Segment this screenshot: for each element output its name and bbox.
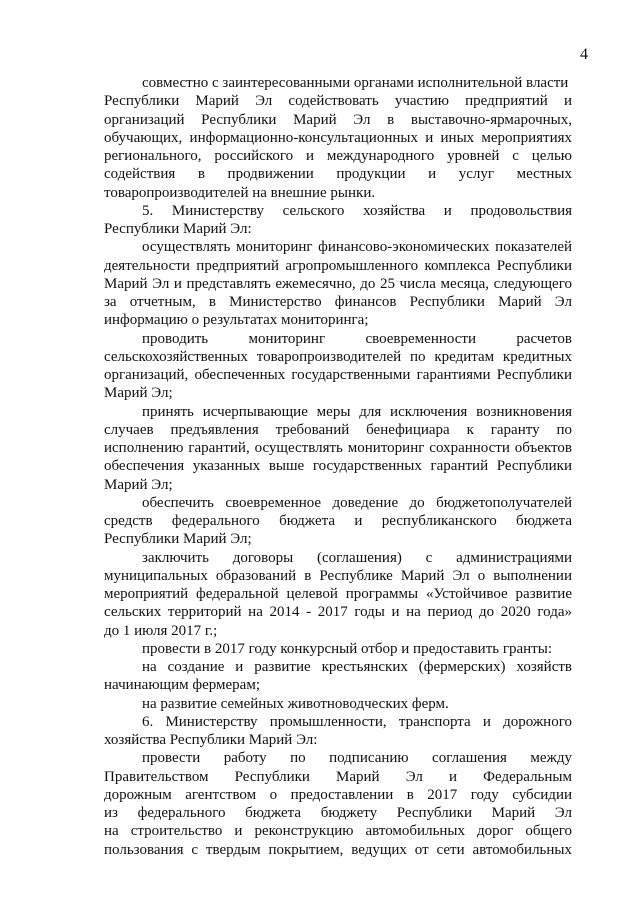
text-line: товаропроизводителей на внешние рынки. [104,184,376,201]
text-line: Республики Марий Эл: [104,221,252,237]
text-line: содействия в продвижении продукции и услуг местных [104,166,572,183]
text-line: Марий Эл и представлять ежемесячно, до 25 числа месяца, следующего [104,275,572,292]
text-line: Республики Марий Эл содействовать участию предприятий и [104,93,572,110]
text-line: на развитие семейных животноводческих ферм. [142,695,449,712]
text-line: проводить мониторинг своевременности расчетов [142,330,572,347]
text-line: 6. Министерству промышленности, транспорта и дорожного [142,713,572,730]
text-line: Марий Эл; [104,476,173,493]
text-line: из федерального бюджета бюджету Республики Марий Эл [104,805,572,821]
text-line: до 1 июля 2017 г.; [104,622,218,639]
text-line: совместно с заинтересованными органами исполнительной власти [142,75,569,91]
text-line: дорожным агентством о предоставлении в 2017 году субсидии [104,786,572,803]
text-line: за отчетным, в Министерство финансов Республики Марий Эл [104,294,572,310]
text-line: начинающим фермерам; [104,677,260,694]
text-line: пользования с твердым покрытием, ведущих от сети автомобильных [104,841,572,858]
page-number: 4 [580,46,588,63]
text-line: средств федерального бюджета и республиканского бюджета [104,513,572,529]
text-line: провести работу по подписанию соглашения между [142,750,572,767]
text-line: муниципальных образований в Республике Марий Эл о выполнении [104,567,572,584]
text-line: Марий Эл; [104,385,173,402]
text-line: случаев предъявления требований бенефициара к гаранту по [104,421,572,438]
text-line: 5. Министерству сельского хозяйства и продовольствия [142,202,572,219]
text-line: на строительство и реконструкцию автомобильных дорог общего [104,823,572,840]
text-line: провести в 2017 году конкурсный отбор и предоставить гранты: [142,640,552,657]
text-line: организаций Республики Марий Эл в выставочно-ярмарочных, [104,111,572,128]
text-line: сельскохозяйственных товаропроизводителей по кредитам кредитных [104,348,572,365]
text-line: мероприятий федеральной целевой программы «Устойчивое развитие [104,586,572,602]
text-line: на создание и развитие крестьянских (фермерских) хозяйств [142,659,572,675]
text-line: обучающих, информационно-консультационных и иных мероприятиях [104,129,572,146]
text-line: осуществлять мониторинг финансово-экономических показателей [142,239,572,256]
text-line: Республики Марий Эл; [104,531,252,548]
text-line: обеспечения указанных выше государственных гарантий Республики [104,458,572,475]
text-line: деятельности предприятий агропромышленного комплекса Республики [104,257,572,274]
text-line: информацию о результатах мониторинга; [104,312,369,329]
text-line: Правительством Республики Марий Эл и Федеральным [104,768,572,785]
text-line: заключить договоры (соглашения) с администрациями [142,549,572,566]
text-line: регионального, российского и международного уровней с целью [104,148,572,164]
text-line: исполнению гарантий, осуществлять мониторинг сохранности объектов [104,440,572,456]
text-line: хозяйства Республики Марий Эл: [104,732,318,748]
text-line: принять исчерпывающие меры для исключения возникновения [142,403,572,420]
text-line: обеспечить своевременное доведение до бюджетополучателей [142,494,572,511]
text-line: организаций, обеспеченных государственными гарантиями Республики [104,367,572,383]
text-line: сельских территорий на 2014 - 2017 годы и на период до 2020 года» [104,604,572,621]
